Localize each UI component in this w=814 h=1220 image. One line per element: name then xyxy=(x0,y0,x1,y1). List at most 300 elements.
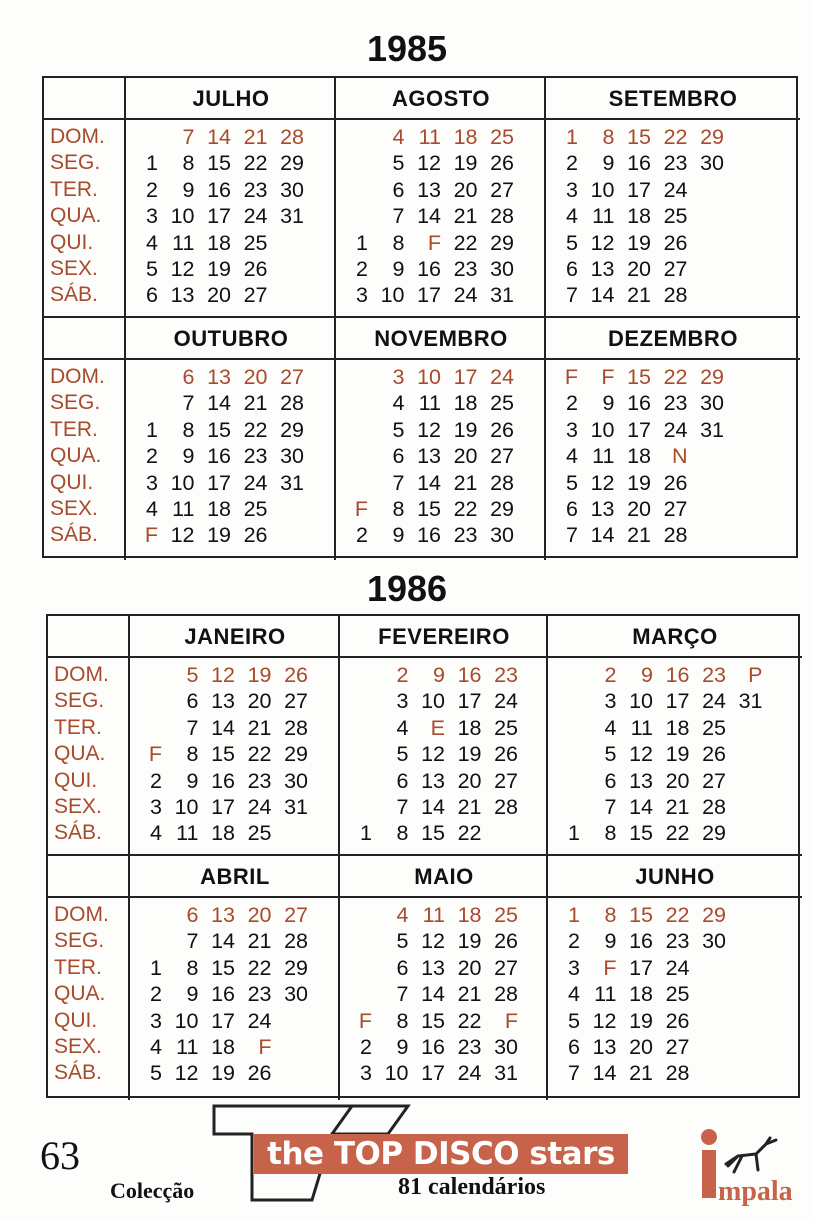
day-cell: 28 xyxy=(280,125,304,149)
day-cell: 15 xyxy=(629,903,653,927)
day-cell: 19 xyxy=(629,1008,653,1033)
day-cell: 16 xyxy=(211,768,235,793)
day-cell: 6 xyxy=(186,689,199,714)
weekday-row xyxy=(552,820,798,846)
day-cell: 18 xyxy=(665,715,690,740)
day-cell: 26 xyxy=(490,151,514,176)
weekday-label: SEX. xyxy=(50,496,98,520)
day-cell: 4 xyxy=(146,230,158,255)
weekday-row xyxy=(134,928,336,954)
day-cell: 28 xyxy=(494,982,518,1007)
day-cell: 5 xyxy=(396,742,409,767)
weekday-row xyxy=(344,688,544,714)
weekday-row xyxy=(134,1034,336,1060)
day-cell: 14 xyxy=(207,391,231,416)
weekday-row xyxy=(344,820,544,846)
day-cell: 7 xyxy=(396,982,409,1007)
day-cell: 18 xyxy=(211,821,235,846)
weekday-label: SEG. xyxy=(50,391,101,415)
month-day-grid xyxy=(344,902,544,1087)
weekday-row xyxy=(552,981,798,1007)
day-cell: 16 xyxy=(417,256,441,281)
day-cell: 25 xyxy=(490,125,514,149)
weekday-row xyxy=(340,124,542,150)
day-cell: 23 xyxy=(243,177,268,202)
day-cell: 7 xyxy=(182,391,195,416)
day-cell: 24 xyxy=(494,689,518,714)
grid-hline xyxy=(48,854,802,856)
day-cell: 20 xyxy=(629,1034,653,1059)
day-cell: 28 xyxy=(494,794,518,819)
day-cell: 25 xyxy=(665,982,690,1007)
weekday-labels xyxy=(50,364,105,549)
weekday-row xyxy=(340,282,542,308)
weekday-row xyxy=(134,715,336,741)
day-cell: 15 xyxy=(421,1008,445,1033)
weekday-row xyxy=(552,794,798,820)
weekday-row xyxy=(130,230,332,256)
weekday-row xyxy=(134,794,336,820)
day-cell: 15 xyxy=(211,955,235,980)
day-cell: 6 xyxy=(182,365,195,389)
day-cell: 27 xyxy=(494,955,518,980)
weekday-row xyxy=(340,256,542,282)
day-cell: F xyxy=(564,365,578,389)
day-cell: 20 xyxy=(247,689,272,714)
day-cell: 3 xyxy=(604,689,617,714)
weekday-row xyxy=(344,1060,544,1086)
day-cell: 13 xyxy=(421,768,445,793)
day-cell: 24 xyxy=(490,365,514,389)
day-cell: 30 xyxy=(700,391,724,416)
day-cell: 20 xyxy=(457,955,482,980)
day-cell: 9 xyxy=(182,177,195,202)
day-cell: 8 xyxy=(396,821,409,846)
day-cell: 20 xyxy=(453,177,478,202)
day-cell: 31 xyxy=(284,794,308,819)
weekday-label: SEX. xyxy=(50,256,98,280)
day-cell: 24 xyxy=(665,955,690,980)
day-cell: F xyxy=(504,1008,518,1033)
day-cell: 24 xyxy=(453,283,478,308)
day-cell: 9 xyxy=(602,391,615,416)
day-cell: 21 xyxy=(627,523,651,548)
day-cell: 7 xyxy=(186,715,199,740)
day-cell: 23 xyxy=(702,663,726,687)
day-cell: 3 xyxy=(396,689,409,714)
day-cell: 16 xyxy=(457,663,482,687)
day-cell: 8 xyxy=(392,496,405,521)
day-cell: F xyxy=(603,955,617,980)
day-cell: P xyxy=(748,663,763,687)
day-cell: 26 xyxy=(243,523,268,548)
day-cell: 20 xyxy=(247,903,272,927)
weekday-row xyxy=(134,902,336,928)
day-cell: 24 xyxy=(663,417,688,442)
weekday-row xyxy=(130,390,332,416)
day-cell: 4 xyxy=(396,715,409,740)
day-cell: 26 xyxy=(494,929,518,954)
weekday-row xyxy=(130,124,332,150)
day-cell: 17 xyxy=(627,177,651,202)
day-cell: 9 xyxy=(392,256,405,281)
day-cell: 1 xyxy=(566,125,578,149)
month-name: MAIO xyxy=(414,864,474,889)
day-cell: 26 xyxy=(702,742,726,767)
weekday-row xyxy=(134,1008,336,1034)
day-cell: 15 xyxy=(417,496,441,521)
day-cell: 11 xyxy=(594,982,617,1007)
weekday-row xyxy=(344,1034,544,1060)
weekday-label: QUI. xyxy=(54,768,98,792)
day-cell: 8 xyxy=(396,1008,409,1033)
day-cell: 27 xyxy=(665,1034,690,1059)
day-cell: 16 xyxy=(421,1034,445,1059)
day-cell: 16 xyxy=(627,151,651,176)
day-cell: 14 xyxy=(421,794,445,819)
weekday-row xyxy=(344,715,544,741)
day-cell: 27 xyxy=(490,444,514,469)
day-cell: 22 xyxy=(243,151,268,176)
weekday-row xyxy=(552,1008,798,1034)
weekday-row xyxy=(552,662,798,688)
day-cell: 8 xyxy=(186,742,199,767)
day-cell: 7 xyxy=(566,283,578,308)
day-cell: 12 xyxy=(170,256,195,281)
day-cell: 17 xyxy=(629,955,653,980)
day-cell: 27 xyxy=(280,365,304,389)
day-cell: 6 xyxy=(392,177,405,202)
day-cell: 21 xyxy=(627,283,651,308)
day-cell: 9 xyxy=(396,1034,409,1059)
weekday-row xyxy=(550,203,796,229)
weekday-row xyxy=(340,417,542,443)
day-cell: 17 xyxy=(457,689,482,714)
day-cell: 1 xyxy=(568,821,580,846)
day-cell: 30 xyxy=(490,256,514,281)
weekday-row xyxy=(134,820,336,846)
day-cell: 15 xyxy=(629,821,653,846)
day-cell: 23 xyxy=(247,768,272,793)
weekday-row xyxy=(134,955,336,981)
day-cell: 18 xyxy=(627,444,651,469)
day-cell: 7 xyxy=(604,794,617,819)
day-cell: 14 xyxy=(207,125,231,149)
day-cell: 22 xyxy=(247,955,272,980)
day-cell: 27 xyxy=(243,283,268,308)
day-cell: 17 xyxy=(453,365,478,389)
day-cell: 19 xyxy=(627,230,651,255)
day-cell: 4 xyxy=(604,715,617,740)
day-cell: 23 xyxy=(453,256,478,281)
day-cell: 5 xyxy=(566,470,578,495)
day-cell: 12 xyxy=(211,663,235,687)
day-cell: 15 xyxy=(421,821,445,846)
day-cell: 28 xyxy=(663,523,688,548)
day-cell: 14 xyxy=(417,204,441,229)
day-cell: 4 xyxy=(392,391,405,416)
day-cell: 27 xyxy=(494,768,518,793)
day-cell: 12 xyxy=(592,1008,617,1033)
day-cell: 2 xyxy=(150,768,162,793)
day-cell: 19 xyxy=(207,256,231,281)
day-cell: 16 xyxy=(211,982,235,1007)
day-cell: 12 xyxy=(421,742,445,767)
day-cell: 11 xyxy=(172,230,195,255)
day-cell: 26 xyxy=(490,417,514,442)
day-cell: 18 xyxy=(453,391,478,416)
day-cell: 8 xyxy=(602,125,615,149)
day-cell: 10 xyxy=(421,689,445,714)
collection-label: Colecção xyxy=(110,1178,195,1203)
weekday-row xyxy=(130,256,332,282)
day-cell: 14 xyxy=(592,1061,617,1086)
calendar-1985-table xyxy=(42,76,798,558)
weekday-row xyxy=(344,741,544,767)
day-cell: 30 xyxy=(494,1034,518,1059)
weekday-row xyxy=(550,470,796,496)
day-cell: 5 xyxy=(396,929,409,954)
day-cell: 25 xyxy=(494,903,518,927)
day-cell: 4 xyxy=(146,496,158,521)
month-day-grid xyxy=(134,662,336,847)
day-cell: E xyxy=(430,715,445,740)
day-cell: 11 xyxy=(592,444,615,469)
day-cell: 3 xyxy=(568,955,580,980)
month-day-grid xyxy=(552,902,798,1087)
weekday-row xyxy=(550,177,796,203)
weekday-label: SÁB. xyxy=(54,1061,102,1085)
weekday-row xyxy=(552,688,798,714)
day-cell: 22 xyxy=(663,365,688,389)
day-cell: 12 xyxy=(170,523,195,548)
weekday-label: DOM. xyxy=(50,125,105,148)
day-cell: 6 xyxy=(566,256,578,281)
day-cell: 7 xyxy=(186,929,199,954)
day-cell: 6 xyxy=(186,903,199,927)
day-cell: F xyxy=(358,1008,372,1033)
day-cell: 13 xyxy=(590,256,615,281)
day-cell: 24 xyxy=(243,204,268,229)
day-cell: 3 xyxy=(360,1061,372,1086)
day-cell: 23 xyxy=(494,663,518,687)
day-cell: 9 xyxy=(182,444,195,469)
day-cell: 5 xyxy=(150,1061,162,1086)
day-cell: 2 xyxy=(356,523,368,548)
weekday-label: DOM. xyxy=(54,903,109,926)
day-cell: 30 xyxy=(280,177,304,202)
day-cell: 19 xyxy=(453,151,478,176)
weekday-row xyxy=(130,470,332,496)
day-cell: 14 xyxy=(590,523,615,548)
weekday-label: SÁB. xyxy=(54,821,102,845)
weekday-row xyxy=(134,1060,336,1086)
day-cell: 16 xyxy=(627,391,651,416)
weekday-row xyxy=(552,1060,798,1086)
weekday-row xyxy=(552,768,798,794)
month-day-grid xyxy=(552,662,798,847)
day-cell: 25 xyxy=(663,204,688,229)
day-cell: 22 xyxy=(243,417,268,442)
day-cell: 22 xyxy=(665,821,690,846)
weekday-row xyxy=(134,981,336,1007)
month-name: JUNHO xyxy=(635,864,715,889)
day-cell: 25 xyxy=(243,496,268,521)
day-cell: 9 xyxy=(186,982,199,1007)
day-cell: 27 xyxy=(490,177,514,202)
day-cell: 28 xyxy=(284,715,308,740)
day-cell: 24 xyxy=(702,689,726,714)
day-cell: 18 xyxy=(211,1034,235,1059)
weekday-row xyxy=(550,282,796,308)
day-cell: 17 xyxy=(211,1008,235,1033)
month-name: ABRIL xyxy=(200,864,270,889)
day-cell: 21 xyxy=(453,204,478,229)
day-cell: 10 xyxy=(380,283,405,308)
weekday-row xyxy=(552,741,798,767)
day-cell: 10 xyxy=(170,204,195,229)
day-cell: 24 xyxy=(457,1061,482,1086)
day-cell: 28 xyxy=(490,470,514,495)
day-cell: 20 xyxy=(243,365,268,389)
day-cell: 7 xyxy=(182,125,195,149)
day-cell: 22 xyxy=(665,903,690,927)
day-cell: 11 xyxy=(422,903,445,927)
weekday-label: SEX. xyxy=(54,794,102,818)
day-cell: F xyxy=(258,1034,272,1059)
weekday-label: SEG. xyxy=(50,151,101,175)
day-cell: 10 xyxy=(174,1008,199,1033)
weekday-row xyxy=(550,256,796,282)
day-cell: 15 xyxy=(207,151,231,176)
weekday-row xyxy=(134,688,336,714)
day-cell: 10 xyxy=(384,1061,409,1086)
day-cell: 27 xyxy=(663,256,688,281)
day-cell: 15 xyxy=(211,742,235,767)
calendar-count-label: 81 calendários xyxy=(398,1174,546,1200)
day-cell: 9 xyxy=(641,663,653,687)
weekday-row xyxy=(130,282,332,308)
day-cell: 13 xyxy=(207,365,231,389)
impala-logo-icon xyxy=(698,1128,720,1200)
day-cell: 13 xyxy=(211,689,235,714)
weekday-label: TER. xyxy=(50,417,98,441)
day-cell: 19 xyxy=(627,470,651,495)
day-cell: 15 xyxy=(207,417,231,442)
grid-vline xyxy=(334,78,336,560)
day-cell: 20 xyxy=(627,496,651,521)
day-cell: 6 xyxy=(392,444,405,469)
day-cell: 10 xyxy=(629,689,653,714)
day-cell: 16 xyxy=(417,523,441,548)
day-cell: 29 xyxy=(490,496,514,521)
weekday-label: TER. xyxy=(54,955,102,979)
day-cell: 22 xyxy=(247,742,272,767)
weekday-label: QUA. xyxy=(50,444,102,468)
weekday-row xyxy=(340,177,542,203)
day-cell: 13 xyxy=(417,177,441,202)
day-cell: 4 xyxy=(396,903,409,927)
day-cell: 1 xyxy=(146,151,158,176)
day-cell: 3 xyxy=(150,1008,162,1033)
day-cell: 5 xyxy=(604,742,617,767)
day-cell: 3 xyxy=(566,417,578,442)
day-cell: 13 xyxy=(421,955,445,980)
day-cell: 15 xyxy=(627,125,651,149)
day-cell: 31 xyxy=(494,1061,518,1086)
day-cell: 21 xyxy=(629,1061,653,1086)
day-cell: 17 xyxy=(211,794,235,819)
day-cell: 23 xyxy=(665,929,690,954)
weekday-row xyxy=(130,522,332,548)
weekday-row xyxy=(134,768,336,794)
day-cell: 17 xyxy=(665,689,690,714)
day-cell: 2 xyxy=(146,444,158,469)
calendar-1986-table xyxy=(46,614,800,1098)
day-cell: 13 xyxy=(170,283,195,308)
day-cell: 6 xyxy=(396,955,409,980)
day-cell: 11 xyxy=(630,715,653,740)
day-cell: 2 xyxy=(604,663,617,687)
day-cell: 7 xyxy=(568,1061,580,1086)
weekday-label: DOM. xyxy=(50,365,105,388)
day-cell: 30 xyxy=(284,768,308,793)
month-day-grid xyxy=(550,124,796,309)
day-cell: 6 xyxy=(604,768,617,793)
weekday-row xyxy=(344,662,544,688)
day-cell: 7 xyxy=(392,470,405,495)
day-cell: 17 xyxy=(207,204,231,229)
day-cell: 26 xyxy=(284,663,308,687)
month-day-grid xyxy=(130,124,332,309)
day-cell: 7 xyxy=(392,204,405,229)
day-cell: 17 xyxy=(627,417,651,442)
day-cell: 10 xyxy=(174,794,199,819)
weekday-row xyxy=(130,150,332,176)
day-cell: 10 xyxy=(417,365,441,389)
day-cell: 6 xyxy=(566,496,578,521)
day-cell: 19 xyxy=(665,742,690,767)
weekday-row xyxy=(340,364,542,390)
weekday-label: DOM. xyxy=(54,663,109,686)
year-1985-title: 1985 xyxy=(366,28,448,69)
day-cell: 9 xyxy=(602,151,615,176)
day-cell: 21 xyxy=(457,794,482,819)
day-cell: 16 xyxy=(665,663,690,687)
weekday-label: SÁB. xyxy=(50,283,98,307)
day-cell: F xyxy=(148,742,162,767)
weekday-row xyxy=(550,124,796,150)
day-cell: 14 xyxy=(421,982,445,1007)
weekday-row xyxy=(130,177,332,203)
day-cell: 28 xyxy=(280,391,304,416)
day-cell: 6 xyxy=(146,283,158,308)
day-cell: 11 xyxy=(418,391,441,416)
weekday-label: TER. xyxy=(54,715,102,739)
weekday-row xyxy=(550,390,796,416)
day-cell: 18 xyxy=(457,715,482,740)
weekday-row xyxy=(340,150,542,176)
day-cell: 4 xyxy=(566,204,578,229)
day-cell: 30 xyxy=(700,151,724,176)
weekday-row xyxy=(344,928,544,954)
day-cell: 22 xyxy=(457,821,482,846)
day-cell: 30 xyxy=(702,929,726,954)
month-day-grid xyxy=(550,364,796,549)
month-day-grid xyxy=(344,662,544,847)
weekday-row xyxy=(340,522,542,548)
day-cell: 29 xyxy=(284,955,308,980)
